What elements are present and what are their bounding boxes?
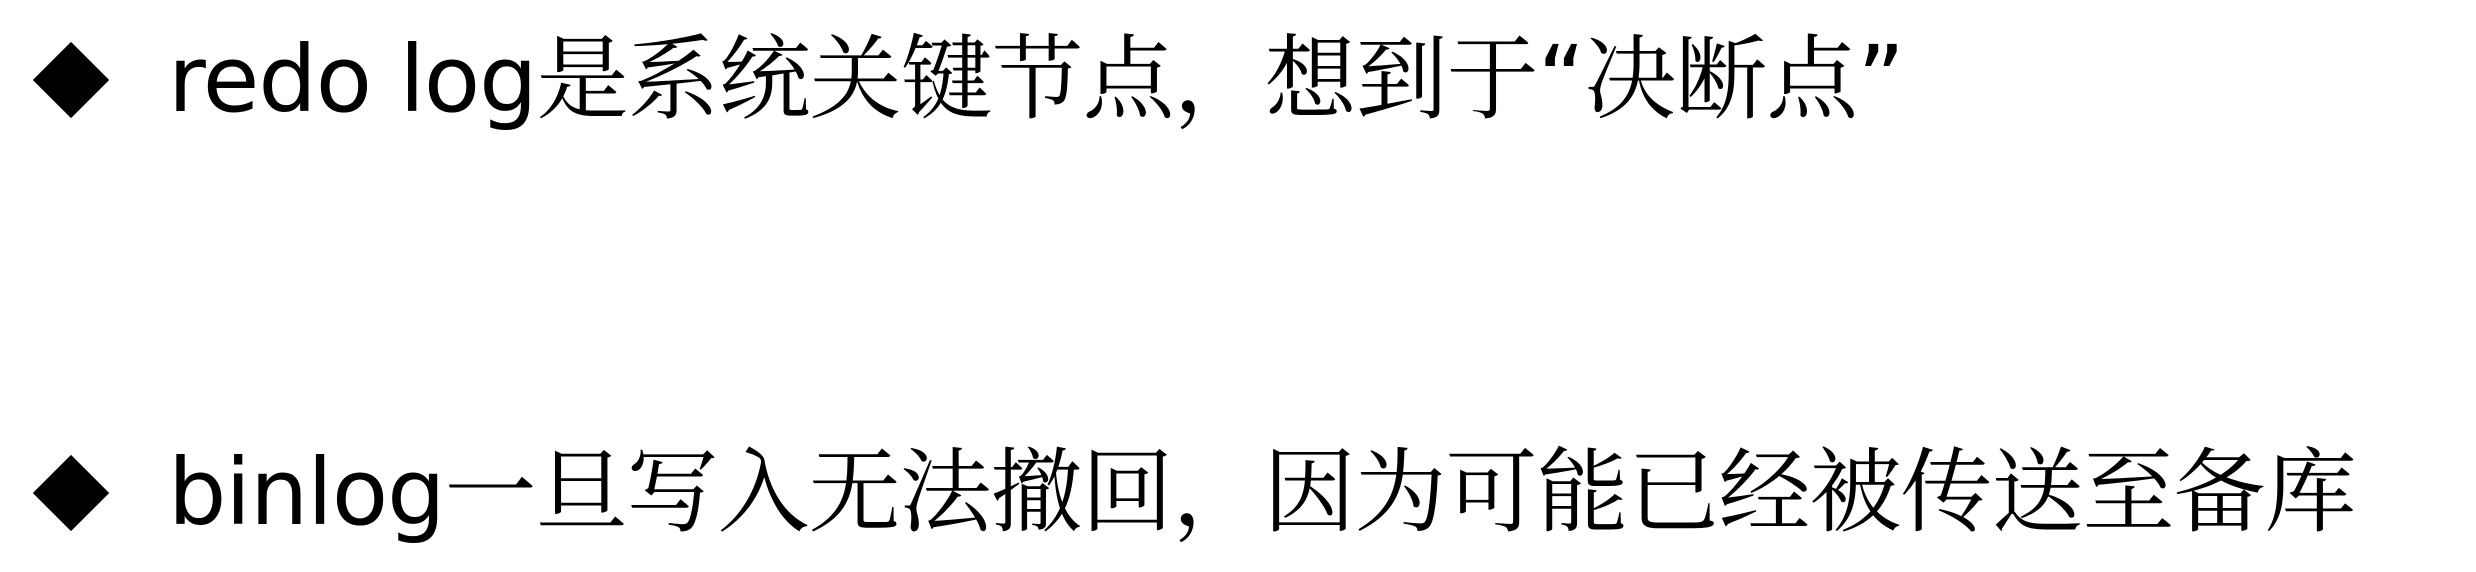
bullet-item-redo-log [32, 20, 1904, 140]
bullet-item-binlog [32, 433, 2356, 553]
bullet-text-binlog: binlog一旦写入无法撤回，因为可能已经被传送至备库 [168, 439, 2356, 546]
bullet-text-redo-log: redo log是系统关键节点，想到于“决断点” [168, 26, 1904, 133]
diamond-bullet-icon [33, 455, 109, 531]
diamond-bullet-icon [33, 42, 109, 118]
